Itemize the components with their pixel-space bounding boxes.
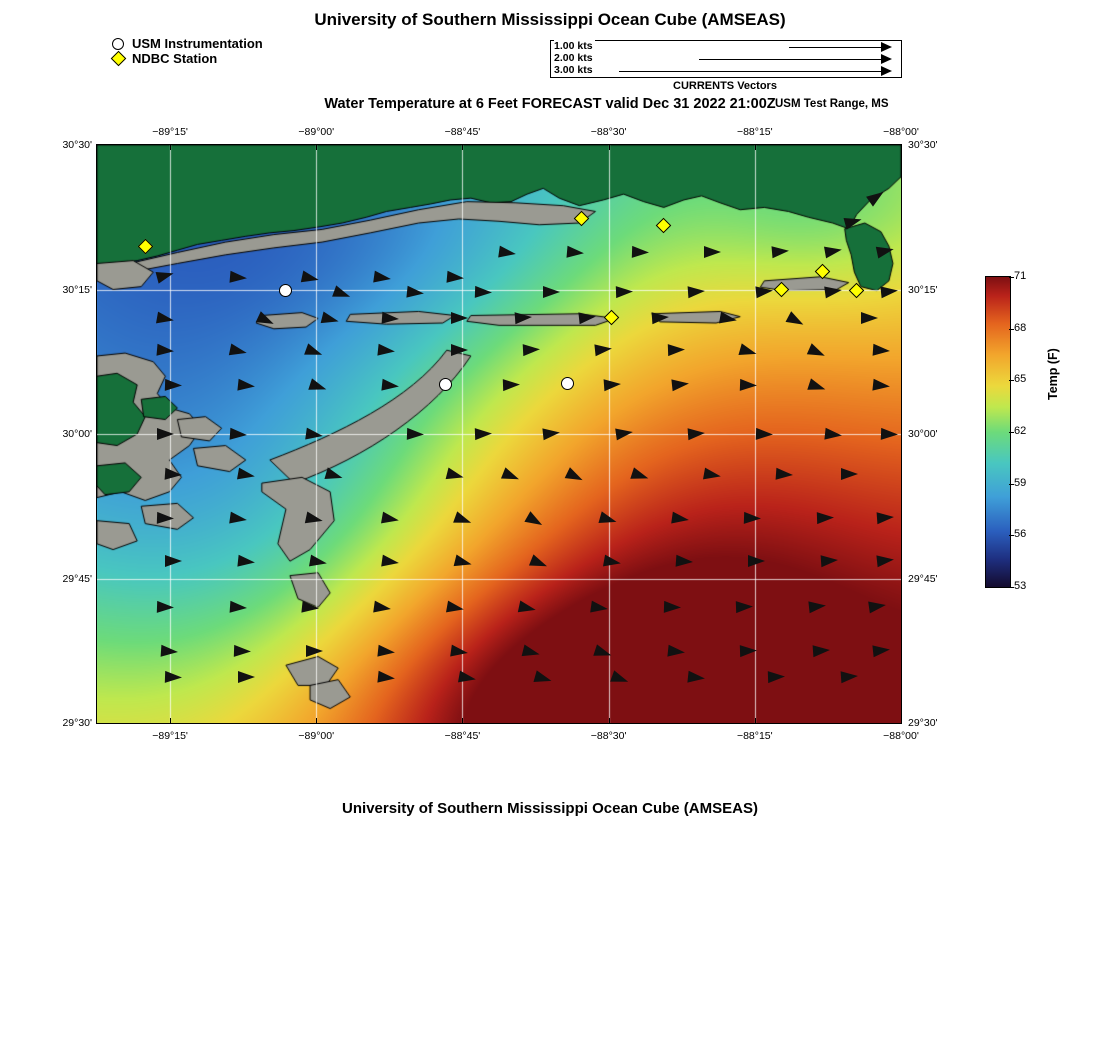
temperature-field	[97, 145, 901, 723]
lon-tick-label: −88°45'	[444, 126, 481, 138]
current-vector-arrow	[305, 428, 324, 442]
current-vector-arrow	[651, 311, 669, 324]
lon-tick-mark	[462, 718, 463, 723]
current-vector-arrow	[595, 343, 613, 357]
current-vector-arrow	[378, 644, 396, 658]
usm-instrumentation-icon	[110, 38, 126, 50]
colorbar-title: Temp (F)	[1046, 348, 1060, 400]
current-vector-arrow	[688, 427, 706, 440]
current-vector-arrow	[748, 555, 765, 567]
current-vector-arrow	[876, 554, 894, 568]
colorbar-tick-mark	[1009, 277, 1014, 278]
current-vector-arrow	[667, 644, 685, 658]
current-vector-arrow	[768, 670, 785, 683]
lat-tick-label-right: 30°15'	[908, 283, 938, 296]
lat-tick-label-right: 29°45'	[908, 572, 938, 585]
vector-key-arrow-1	[881, 42, 892, 52]
current-vector-arrow	[381, 511, 400, 526]
currents-vector-key	[550, 40, 902, 78]
current-vector-arrow	[876, 511, 894, 524]
lat-tick-label-right: 29°30'	[908, 717, 938, 729]
current-vector-arrow	[579, 311, 597, 325]
current-vector-arrow	[475, 428, 492, 441]
lon-tick-mark	[170, 145, 171, 150]
current-vector-arrow	[631, 246, 648, 259]
vector-key-label-2: 2.00 kts	[554, 52, 593, 64]
current-vector-arrow	[740, 379, 757, 392]
current-vector-arrow	[841, 468, 858, 480]
current-vector-arrow	[671, 377, 689, 391]
current-vector-arrow	[157, 601, 174, 614]
current-vector-arrow	[301, 601, 319, 615]
current-vector-arrow	[543, 286, 560, 298]
map-panel[interactable]	[96, 144, 902, 724]
lon-tick-label: −89°15'	[152, 730, 188, 742]
current-vector-arrow	[756, 428, 773, 441]
vector-key-line-1	[789, 47, 887, 48]
usm-instrumentation-marker[interactable]	[561, 377, 574, 390]
current-vector-arrow	[840, 670, 858, 683]
vector-key-label-3: 3.00 kts	[554, 64, 593, 76]
current-vector-arrow	[306, 645, 323, 657]
lon-tick-label: −88°00'	[883, 730, 919, 742]
current-vector-arrow	[523, 343, 541, 356]
current-vector-arrow	[238, 671, 255, 683]
colorbar-tick-label: 59	[1014, 476, 1027, 489]
current-vector-arrow	[543, 427, 561, 441]
current-vector-arrow	[161, 645, 179, 658]
current-vector-arrow	[567, 246, 585, 259]
current-vector-arrow	[615, 286, 632, 299]
current-vector-arrow	[374, 270, 393, 284]
colorbar	[985, 276, 1011, 588]
current-vector-arrow	[772, 245, 790, 258]
colorbar-tick-label: 71	[1014, 270, 1027, 282]
current-vector-arrow	[880, 285, 898, 299]
lon-tick-label: −89°15'	[152, 126, 188, 138]
current-vector-arrow	[237, 379, 255, 393]
usm-instrumentation-marker[interactable]	[439, 378, 452, 391]
lon-tick-label: −88°45'	[444, 730, 481, 742]
current-vector-arrow	[382, 312, 400, 325]
current-vector-arrow	[451, 344, 468, 356]
current-vector-arrow	[671, 511, 690, 525]
lon-tick-mark	[316, 145, 317, 150]
vector-key-row-2	[551, 53, 901, 65]
ndbc-station-icon	[110, 53, 126, 64]
lon-tick-label: −89°00'	[298, 730, 335, 742]
current-vector-arrow	[382, 555, 401, 569]
lat-tick-label-left: 30°30'	[62, 139, 92, 151]
current-vector-arrow	[861, 312, 878, 324]
current-vector-arrow	[872, 643, 890, 657]
current-vector-arrow	[704, 246, 721, 258]
lat-tick-label-right: 30°00'	[908, 428, 938, 440]
colorbar-tick-mark	[1009, 329, 1014, 330]
vector-key-row-1	[551, 41, 901, 53]
current-vector-arrow	[740, 644, 757, 657]
lon-tick-label: −88°30'	[590, 126, 627, 138]
current-vector-arrow	[165, 671, 182, 684]
current-vector-arrow	[229, 601, 247, 614]
lat-tick-label-left: 30°00'	[62, 428, 92, 440]
marker-legend	[110, 36, 440, 66]
current-vector-arrow	[450, 644, 469, 658]
current-vector-arrow	[744, 512, 761, 525]
lon-tick-mark	[901, 145, 902, 150]
colorbar-tick-mark	[1009, 380, 1014, 381]
colorbar-tick-label: 65	[1014, 373, 1027, 386]
current-vector-arrow	[688, 285, 706, 298]
current-vector-arrow	[812, 644, 830, 657]
vector-key-arrow-3	[881, 66, 892, 76]
legend-label-ndbc: NDBC Station	[132, 51, 218, 66]
current-vector-arrow	[157, 512, 174, 525]
lon-tick-label: −88°30'	[590, 730, 627, 742]
legend-item-usm	[110, 36, 440, 51]
current-vector-arrow	[378, 670, 396, 684]
vector-key-arrow-2	[881, 54, 892, 64]
current-vector-arrow	[229, 428, 247, 441]
current-vector-arrow	[668, 344, 685, 357]
current-vector-arrow	[820, 554, 838, 567]
current-vector-arrow	[165, 468, 183, 481]
current-vector-arrow	[406, 428, 423, 441]
current-vector-arrow	[475, 286, 492, 299]
map-subtitle: Water Temperature at 6 Feet FORECAST valid Dec 31 2022 21:00Z	[324, 96, 776, 112]
colorbar-tick-mark	[1009, 535, 1014, 536]
colorbar-tick-mark	[1009, 484, 1014, 485]
current-vector-arrow	[458, 670, 477, 685]
current-vector-arrow	[503, 378, 520, 391]
current-vector-arrow	[816, 511, 833, 524]
lon-tick-mark	[609, 145, 610, 150]
vector-key-row-3	[551, 65, 901, 77]
legend-label-usm: USM Instrumentation	[132, 36, 263, 51]
current-vector-arrow	[233, 645, 250, 658]
current-vector-arrow	[872, 344, 890, 357]
lon-tick-mark	[462, 145, 463, 150]
lon-tick-mark	[755, 718, 756, 723]
lon-tick-label: −88°15'	[736, 730, 773, 742]
lat-tick-label-left: 29°45'	[62, 572, 92, 585]
vector-key-line-2	[699, 59, 887, 60]
lon-tick-label: −88°00'	[883, 126, 919, 138]
current-vector-arrow	[157, 344, 175, 357]
current-vector-arrow	[776, 468, 794, 481]
current-vector-arrow	[736, 601, 753, 614]
test-range-label: USM Test Range, MS	[775, 98, 889, 110]
current-vector-arrow	[451, 312, 468, 324]
vector-key-line-3	[619, 71, 887, 72]
current-vector-arrow	[603, 378, 621, 391]
current-vector-arrow	[675, 555, 693, 568]
current-vector-arrow	[237, 555, 255, 569]
page-footer: University of Southern Mississippi Ocean Cube (AMSEAS)	[342, 800, 758, 817]
current-vector-arrow	[881, 428, 898, 441]
current-vector-arrow	[498, 246, 517, 260]
current-vector-arrow	[446, 271, 464, 284]
current-vector-arrow	[664, 601, 681, 614]
lon-tick-mark	[316, 718, 317, 723]
page-title: University of Southern Mississippi Ocean Cube (AMSEAS)	[314, 10, 786, 29]
currents-vectors-caption: CURRENTS Vectors	[673, 80, 777, 92]
lon-tick-label: −89°00'	[298, 126, 335, 138]
current-vector-arrow	[872, 379, 890, 393]
current-vector-arrow	[382, 379, 400, 393]
colorbar-tick-mark	[1009, 432, 1014, 433]
legend-item-ndbc	[110, 51, 440, 66]
lon-tick-mark	[755, 145, 756, 150]
current-vector-arrow	[515, 311, 533, 324]
current-vector-arrow	[229, 271, 247, 284]
lon-tick-label: −88°15'	[736, 126, 773, 138]
colorbar-tick-label: 68	[1014, 321, 1027, 334]
lon-tick-mark	[901, 718, 902, 723]
current-vector-arrow	[165, 555, 182, 567]
colorbar-tick-label: 62	[1014, 425, 1027, 437]
colorbar-tick-label: 56	[1014, 528, 1027, 541]
current-vector-arrow	[229, 511, 248, 525]
lon-tick-mark	[170, 718, 171, 723]
vector-key-label-1: 1.00 kts	[554, 40, 593, 52]
lat-tick-label-left: 30°15'	[62, 283, 92, 296]
colorbar-tick-mark	[1009, 587, 1014, 588]
current-vector-arrow	[756, 285, 774, 299]
current-vector-arrow	[165, 379, 182, 392]
lat-tick-label-right: 30°30'	[908, 139, 938, 151]
current-vector-arrow	[808, 600, 826, 614]
current-vector-arrow	[687, 670, 705, 684]
current-vector-arrow	[824, 428, 842, 442]
current-vector-arrow	[378, 344, 396, 358]
current-vector-arrow	[406, 286, 424, 300]
lon-tick-mark	[609, 718, 610, 723]
current-vector-arrow	[615, 426, 634, 440]
lat-tick-label-left: 29°30'	[62, 717, 92, 729]
current-vector-arrow	[157, 428, 174, 440]
colorbar-tick-label: 53	[1014, 580, 1027, 592]
